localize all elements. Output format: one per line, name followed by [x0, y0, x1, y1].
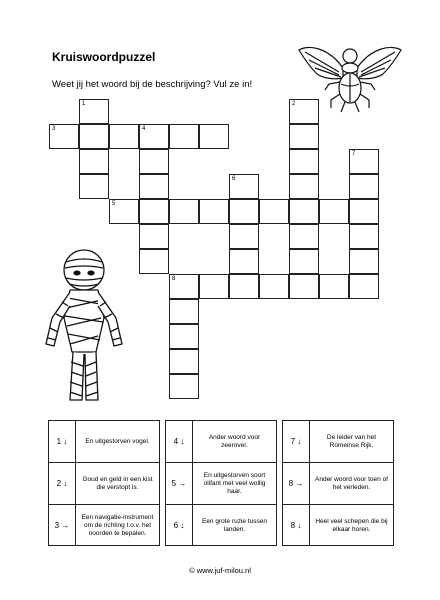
clue-number: 7 ↓ — [283, 421, 310, 462]
clue-text: Goud en geld in een kist die verstopt is. — [82, 475, 153, 491]
clue-row — [283, 421, 393, 463]
footer-credit: © www.juf-milou.nl — [189, 566, 251, 575]
crossword-cell[interactable] — [169, 324, 199, 349]
crossword-cell[interactable] — [349, 249, 379, 274]
crossword-cell[interactable] — [199, 199, 229, 224]
crossword-cell[interactable] — [229, 249, 259, 274]
crossword-cell[interactable] — [349, 224, 379, 249]
cell-number: 5 — [112, 201, 116, 207]
cell-number: 4 — [142, 126, 146, 132]
clue-number: 2 ↓ — [49, 463, 76, 504]
clue-row — [166, 421, 276, 463]
crossword-cell[interactable] — [169, 374, 199, 399]
crossword-cell[interactable] — [79, 149, 109, 174]
crossword-cell[interactable] — [289, 199, 319, 224]
clue-number: 8 → — [283, 463, 310, 504]
cell-number: 8 — [172, 276, 176, 282]
crossword-cell[interactable] — [289, 224, 319, 249]
crossword-cell[interactable] — [139, 124, 169, 149]
crossword-cell[interactable] — [349, 274, 379, 299]
clue-text: Ander woord voor toen of het verleden. — [315, 475, 388, 491]
crossword-cell[interactable] — [139, 149, 169, 174]
crossword-cell[interactable] — [289, 174, 319, 199]
clue-number: 3 → — [49, 505, 76, 546]
clue-number: 4 ↓ — [166, 421, 193, 462]
crossword-cell[interactable] — [259, 199, 289, 224]
crossword-cell[interactable] — [109, 124, 139, 149]
crossword-cell[interactable] — [199, 274, 229, 299]
page-title: Kruiswoordpuzzel — [52, 50, 156, 64]
mummy-illustration — [40, 248, 130, 408]
crossword-cell[interactable] — [139, 174, 169, 199]
crossword-cell[interactable] — [349, 149, 379, 174]
clue-number: 8 ↓ — [283, 505, 310, 546]
crossword-cell[interactable] — [349, 174, 379, 199]
crossword-cell[interactable] — [289, 149, 319, 174]
cell-number: 6 — [232, 176, 236, 182]
clue-row — [49, 421, 159, 463]
crossword-cell[interactable] — [289, 124, 319, 149]
clue-row — [283, 463, 393, 505]
clue-number: 5 → — [166, 463, 193, 504]
clue-text: Een navigatie-instrument om de richting t.o.v. het noorden te bepalen. — [81, 513, 154, 537]
crossword-cell[interactable] — [169, 199, 199, 224]
clue-text: En uitgestorven vogel. — [85, 437, 150, 445]
crossword-cell[interactable] — [139, 249, 169, 274]
clue-row — [166, 505, 276, 547]
instruction-text: Weet jij het woord bij de beschrijving? Vul ze in! — [52, 79, 253, 90]
cell-number: 3 — [52, 126, 56, 132]
crossword-cell[interactable] — [49, 124, 79, 149]
clue-row — [49, 463, 159, 505]
crossword-cell[interactable] — [169, 124, 199, 149]
clue-number: 1 ↓ — [49, 421, 76, 462]
crossword-cell[interactable] — [199, 124, 229, 149]
clue-text: Een grote ruzie tussen landen. — [201, 517, 268, 533]
crossword-cell[interactable] — [289, 249, 319, 274]
crossword-cell[interactable] — [169, 299, 199, 324]
crossword-cell[interactable] — [229, 199, 259, 224]
cell-number: 1 — [82, 101, 86, 107]
cell-number: 7 — [352, 151, 356, 157]
crossword-cell[interactable] — [349, 199, 379, 224]
crossword-cell[interactable] — [259, 274, 289, 299]
scarab-illustration — [295, 38, 405, 118]
crossword-cell[interactable] — [79, 124, 109, 149]
clue-box-2 — [165, 420, 277, 546]
clue-row — [283, 505, 393, 547]
clue-text: De leider van het Romeinse Rijk. — [326, 433, 377, 449]
clue-number: 6 ↓ — [166, 505, 193, 546]
crossword-cell[interactable] — [169, 349, 199, 374]
crossword-cell[interactable] — [169, 274, 199, 299]
clue-row — [166, 463, 276, 505]
cell-number: 2 — [292, 101, 296, 107]
crossword-cell[interactable] — [319, 199, 349, 224]
clue-text: Heel veel schepen die bij elkaar horen. — [315, 517, 388, 533]
clue-box-1 — [48, 420, 160, 546]
clue-box-3 — [282, 420, 394, 546]
crossword-cell[interactable] — [289, 274, 319, 299]
clue-text: Ander woord voor zeerover. — [208, 433, 261, 449]
crossword-cell[interactable] — [79, 99, 109, 124]
clue-row — [49, 505, 159, 547]
crossword-cell[interactable] — [79, 174, 109, 199]
crossword-cell[interactable] — [229, 274, 259, 299]
crossword-cell[interactable] — [319, 274, 349, 299]
clue-text: En uitgestorven soort olifant met veel wollig haar. — [203, 471, 266, 495]
crossword-cell[interactable] — [229, 224, 259, 249]
crossword-cell[interactable] — [139, 199, 169, 224]
crossword-cell[interactable] — [139, 224, 169, 249]
crossword-cell[interactable] — [229, 174, 259, 199]
crossword-cell[interactable] — [109, 199, 139, 224]
